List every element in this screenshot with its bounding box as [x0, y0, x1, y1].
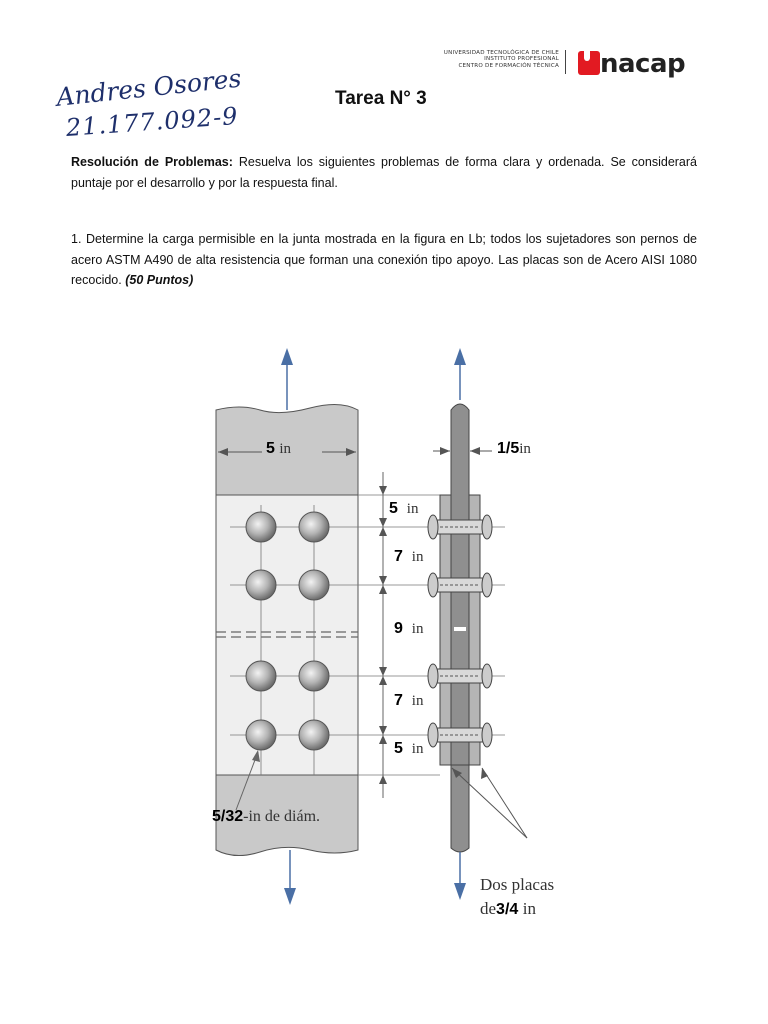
thickness-label — [497, 440, 531, 458]
thickness-unit: in — [519, 441, 531, 457]
institution-line-1: UNIVERSIDAD TECNOLÓGICA DE CHILE — [443, 50, 559, 56]
spacing-value: 7 — [394, 548, 403, 565]
inacap-logo-word: nacap — [600, 49, 686, 79]
spacing-unit: in — [411, 549, 424, 565]
handwritten-name: Andres Osores — [55, 63, 243, 112]
load-arrowhead-top — [281, 348, 293, 365]
problem-text: 1. Determine la carga permisible en la junta mostrada en la figura en Lb; todos los sujetadores son pernos de acero ASTM A490 de alta resistencia que forman una conexión tipo apoyo. Las placas son de Acero AISI 1080 recocido. — [71, 232, 697, 287]
page-title: Tarea N° 3 — [335, 88, 427, 109]
bolt — [299, 661, 329, 691]
bolt — [299, 512, 329, 542]
side-splice-plate-right — [469, 495, 480, 765]
plates-prefix: de — [480, 899, 497, 918]
diameter-value: 5/32 — [212, 808, 244, 825]
problem-points: (50 Puntos) — [125, 273, 194, 287]
spacing-label-4 — [394, 692, 423, 710]
spacing-value: 9 — [394, 620, 403, 637]
spacing-label-5 — [394, 740, 423, 758]
bolt — [299, 570, 329, 600]
spacing-unit: in — [411, 693, 424, 709]
width-unit: in — [279, 441, 292, 457]
side-load-arrowhead-top — [454, 348, 466, 365]
institution-line-2: INSTITUTO PROFESIONAL — [484, 56, 559, 63]
plates-value: 3/4 — [496, 901, 519, 918]
overlap-region — [216, 495, 358, 775]
load-arrowhead-bottom — [284, 888, 296, 905]
handwritten-id: 21.177.092-9 — [65, 101, 240, 142]
width-label — [266, 440, 291, 458]
intro-label: Resolución de Problemas: — [71, 155, 233, 169]
plates-label-line2 — [480, 899, 536, 919]
bolt — [246, 512, 276, 542]
intro-text: Resuelva los siguientes problemas de forma clara y ordenada. Se considerará puntaje por el desarrollo y por la respuesta final. — [71, 155, 697, 190]
spacing-unit: in — [406, 501, 419, 517]
spacing-label-3 — [394, 620, 423, 638]
spacing-value: 7 — [394, 692, 403, 709]
side-load-arrowhead-bottom — [454, 883, 466, 900]
spacing-label-1 — [389, 500, 418, 518]
diameter-label — [212, 808, 320, 826]
bolt — [246, 661, 276, 691]
bolt — [299, 720, 329, 750]
bolt — [246, 720, 276, 750]
plates-unit: in — [522, 899, 536, 918]
side-center-plate-lower — [451, 765, 469, 852]
plates-label-line1: Dos placas — [480, 875, 555, 894]
plates-leader-2 — [482, 768, 527, 838]
side-splice-plate-left — [440, 495, 451, 765]
spacing-label-2 — [394, 548, 423, 566]
width-value: 5 — [266, 440, 275, 457]
diameter-suffix: -in de diám. — [243, 808, 321, 825]
bolt — [246, 570, 276, 600]
spacing-value: 5 — [394, 740, 403, 757]
spacing-value: 5 — [389, 500, 398, 517]
institution-line-3: CENTRO DE FORMACIÓN TÉCNICA — [458, 62, 559, 69]
spacing-unit: in — [411, 741, 424, 757]
side-gap-mark — [454, 627, 466, 631]
thickness-value: 1/5 — [497, 440, 520, 457]
spacing-unit: in — [411, 621, 424, 637]
